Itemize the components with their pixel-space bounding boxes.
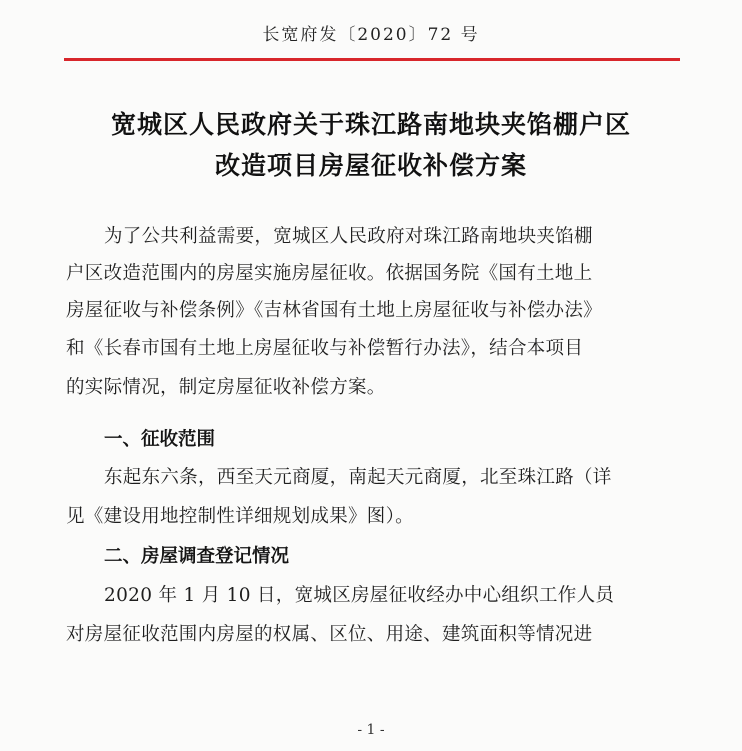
section-2-line-2: 对房屋征收范围内房屋的权属、区位、用途、建筑面积等情况进 — [66, 624, 593, 645]
intro-line-5: 的实际情况，制定房屋征收补偿方案。 — [66, 377, 386, 398]
section-2-heading: 二、房屋调查登记情况 — [104, 546, 290, 567]
page-number: - 1 - — [357, 722, 385, 738]
intro-line-4: 和《长春市国有土地上房屋征收与补偿暂行办法》，结合本项目 — [66, 338, 584, 359]
intro-line-3: 房屋征收与补偿条例》《吉林省国有土地上房屋征收与补偿办法》 — [66, 300, 602, 321]
title-line-1: 宽城区人民政府关于珠江路南地块夹馅棚户区 — [110, 110, 631, 139]
section-1-heading: 一、征收范围 — [104, 429, 216, 450]
red-header-rule — [64, 58, 680, 61]
document-number: 长宽府发〔2020〕72 号 — [262, 25, 480, 45]
intro-line-2: 户区改造范围内的房屋实施房屋征收。依据国务院《国有土地上 — [66, 263, 593, 284]
title-line-2: 改造项目房屋征收补偿方案 — [214, 151, 527, 180]
intro-line-1: 为了公共利益需要，宽城区人民政府对珠江路南地块夹馅棚 — [104, 226, 593, 247]
section-1-line-2: 见《建设用地控制性详细规划成果》图）。 — [66, 506, 414, 527]
section-1-line-1: 东起东六条，西至天元商厦，南起天元商厦，北至珠江路（详 — [104, 467, 612, 488]
section-2-line-1: 2020 年 1 月 10 日，宽城区房屋征收经办中心组织工作人员 — [104, 585, 615, 606]
document-title — [0, 104, 742, 186]
